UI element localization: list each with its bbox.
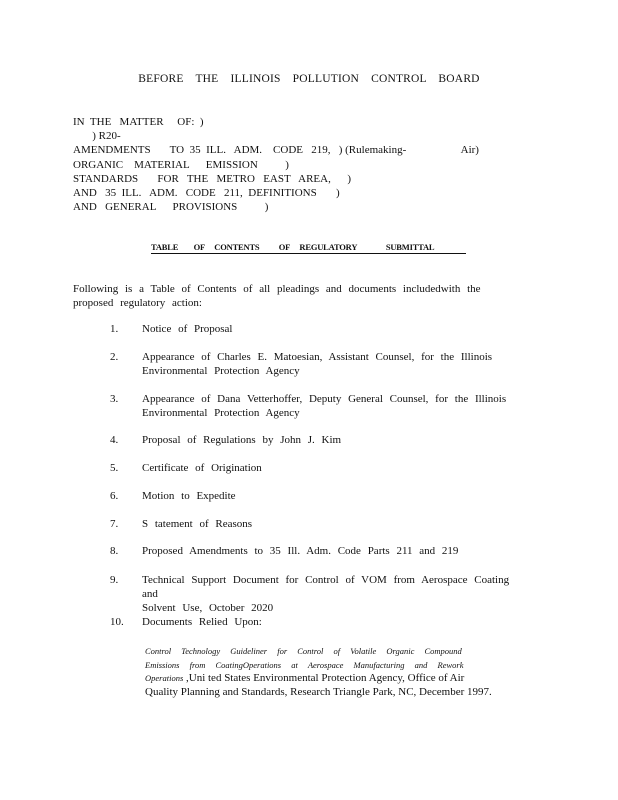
caption-line: ) R20-: [73, 130, 121, 143]
item-text: Notice of Proposal: [142, 323, 233, 335]
toc-heading: TABLE OF CONTENTS OF REGULATORY SUBMITTAL: [151, 242, 466, 254]
item-number: 1.: [110, 323, 119, 335]
item-number: 2.: [110, 351, 119, 363]
caption-line: AND GENERAL PROVISIONS ): [73, 201, 269, 214]
item-text: Motion to Expedite: [142, 490, 236, 502]
caption-line: STANDARDS FOR THE METRO EAST AREA, ): [73, 172, 352, 185]
item-number: 9.: [110, 574, 119, 586]
item-text: Environmental Protection Agency: [142, 365, 300, 377]
item-number: 6.: [110, 490, 119, 502]
item-text: Proposal of Regulations by John J. Kim: [142, 434, 342, 446]
item-text: S tatement of Reasons: [142, 518, 253, 530]
item-text: Appearance of Dana Vetterhoffer, Deputy General Counsel, for the Illinois: [142, 393, 507, 405]
relied-upon-reference: [145, 645, 530, 699]
reference-title-line: Control Technology Guideliner for Control of Volatile Organic Compound: [145, 646, 462, 656]
caption-line: IN THE MATTER OF: ): [73, 116, 204, 128]
reference-title-line: Emissions from CoatingOperations at Aerospace Manufacturing and Rework: [145, 659, 464, 670]
reference-publisher-line: Quality Planning and Standards, Research Triangle Park, NC, December 1997.: [145, 685, 492, 698]
reference-publisher: ,Uni ted States Environmental Protection Agency, Office of Air: [183, 672, 465, 684]
caption-line: AND 35 ILL. ADM. CODE 211, DEFINITIONS ): [73, 187, 340, 200]
item-number: 5.: [110, 462, 119, 474]
item-text: Certificate of Origination: [142, 462, 262, 474]
caption-line: AMENDMENTS TO 35 ILL. ADM. CODE 219, ) (Rulemaking- Air): [73, 144, 479, 157]
item-number: 3.: [110, 393, 119, 405]
document-title: BEFORE THE ILLINOIS POLLUTION CONTROL BOARD: [138, 73, 480, 85]
item-number: 10.: [110, 616, 124, 628]
item-text: Documents Relied Upon:: [142, 616, 262, 628]
item-text: Proposed Amendments to 35 Ill. Adm. Code Parts 211 and 219: [142, 545, 459, 557]
item-text: Environmental Protection Agency: [142, 407, 300, 419]
reference-title-line: Operations: [145, 673, 184, 683]
item-number: 4.: [110, 434, 119, 446]
item-number: 7.: [110, 518, 119, 530]
item-number: 8.: [110, 545, 119, 557]
caption-line: ORGANIC MATERIAL EMISSION ): [73, 158, 289, 171]
case-caption: [73, 115, 493, 214]
item-text: Technical Support Document for Control of VOM from Aerospace Coating and: [142, 574, 510, 600]
item-text: Appearance of Charles E. Matoesian, Assistant Counsel, for the Illinois: [142, 351, 493, 363]
intro-paragraph: Following is a Table of Contents of all pleadings and documents includedwith the proposed regulatory action:: [73, 283, 481, 309]
item-text: Solvent Use, October 2020: [142, 602, 274, 614]
